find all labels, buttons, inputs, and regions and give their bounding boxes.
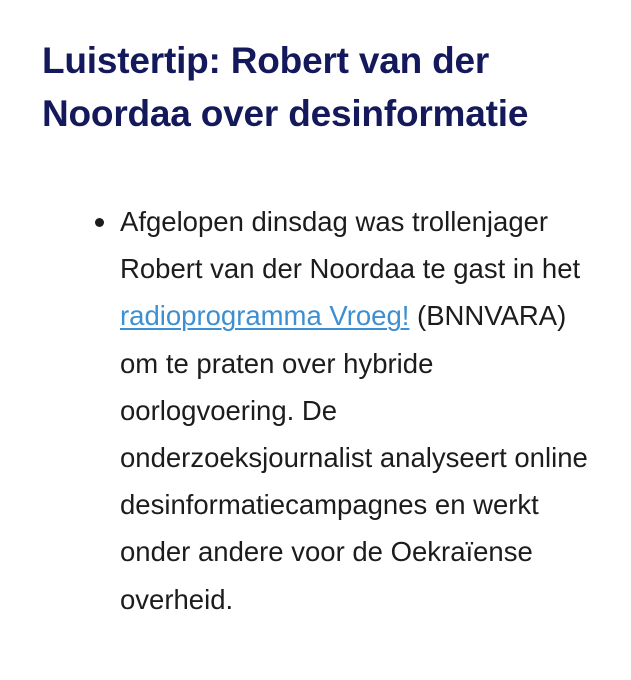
bullet-text-before-link: Afgelopen dinsdag was trollenjager Robert van der Noordaa te gast in het (120, 206, 581, 285)
article-heading: Luistertip: Robert van der Noordaa over desinformatie (42, 40, 529, 134)
radio-program-link[interactable]: radioprogramma Vroeg! (120, 300, 410, 332)
list-item (0, 198, 631, 623)
bullet-text-after-link: (BNNVARA) om te praten over hybride oorlogvoering. De onderzoeksjournalist analyseert online desinformatiecampagnes en werkt onder andere voor de Oekraïense overheid. (120, 300, 588, 615)
bullet-list (0, 198, 631, 623)
bullet-icon (95, 218, 104, 227)
